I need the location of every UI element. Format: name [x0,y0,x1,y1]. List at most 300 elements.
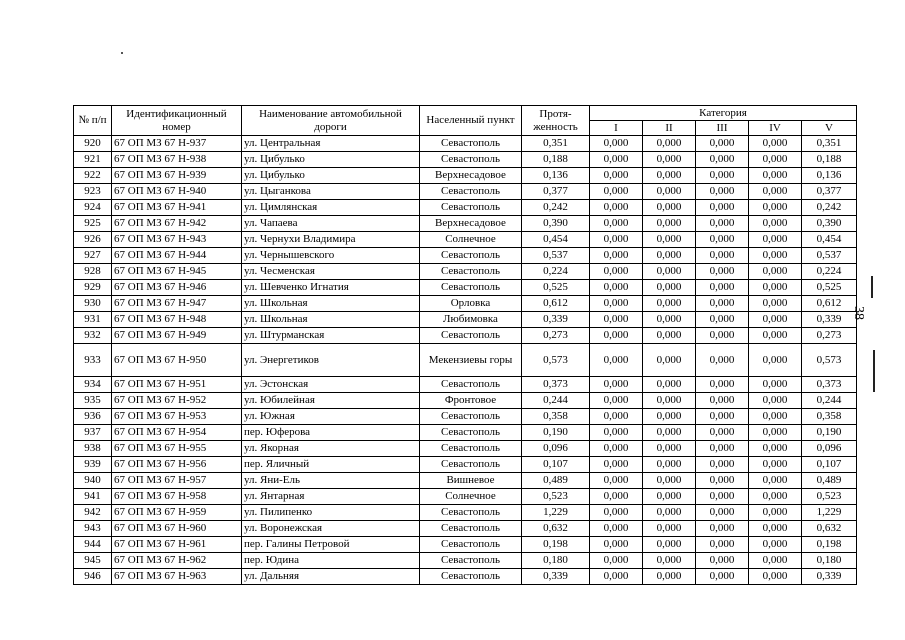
settlement: Севастополь [420,553,522,569]
category-3-length: 0,000 [696,569,749,585]
table-row [74,248,857,264]
category-1-length: 0,000 [590,441,643,457]
category-5-length: 0,273 [802,328,857,344]
category-2-length: 0,000 [643,296,696,312]
table-row [74,200,857,216]
row-number: 939 [74,457,112,473]
roads-table [73,105,857,585]
category-4-length: 0,000 [749,409,802,425]
settlement: Верхнесадовое [420,216,522,232]
header-cat-5: V [802,121,857,136]
category-4-length: 0,000 [749,200,802,216]
table-row [74,280,857,296]
road-id: 67 ОП МЗ 67 Н-948 [112,312,242,328]
category-3-length: 0,000 [696,200,749,216]
row-number: 941 [74,489,112,505]
road-name: ул. Воронежская [242,521,420,537]
category-2-length: 0,000 [643,152,696,168]
category-3-length: 0,000 [696,328,749,344]
row-number: 945 [74,553,112,569]
category-4-length: 0,000 [749,393,802,409]
road-name: ул. Цибулько [242,152,420,168]
category-5-length: 0,373 [802,377,857,393]
category-2-length: 0,000 [643,441,696,457]
header-cat-4: IV [749,121,802,136]
table-row [74,553,857,569]
table-row [74,232,857,248]
road-id: 67 ОП МЗ 67 Н-938 [112,152,242,168]
row-number: 923 [74,184,112,200]
category-5-length: 0,242 [802,200,857,216]
settlement: Вишневое [420,473,522,489]
road-id: 67 ОП МЗ 67 Н-941 [112,200,242,216]
settlement: Севастополь [420,200,522,216]
category-4-length: 0,000 [749,441,802,457]
category-2-length: 0,000 [643,168,696,184]
road-name: ул. Эстонская [242,377,420,393]
road-length: 0,242 [522,200,590,216]
settlement: Севастополь [420,264,522,280]
category-1-length: 0,000 [590,521,643,537]
road-length: 0,377 [522,184,590,200]
road-name: ул. Центральная [242,136,420,152]
settlement: Севастополь [420,136,522,152]
road-length: 0,390 [522,216,590,232]
settlement: Севастополь [420,457,522,473]
table-row [74,344,857,377]
category-2-length: 0,000 [643,248,696,264]
settlement: Севастополь [420,409,522,425]
row-number: 937 [74,425,112,441]
road-length: 0,537 [522,248,590,264]
category-1-length: 0,000 [590,553,643,569]
category-2-length: 0,000 [643,521,696,537]
road-length: 0,612 [522,296,590,312]
row-number: 931 [74,312,112,328]
road-length: 1,229 [522,505,590,521]
road-length: 0,525 [522,280,590,296]
category-2-length: 0,000 [643,280,696,296]
settlement: Севастополь [420,377,522,393]
category-3-length: 0,000 [696,489,749,505]
category-2-length: 0,000 [643,457,696,473]
row-number: 942 [74,505,112,521]
road-length: 0,351 [522,136,590,152]
row-number: 930 [74,296,112,312]
road-length: 0,136 [522,168,590,184]
road-length: 0,339 [522,569,590,585]
row-number: 921 [74,152,112,168]
road-id: 67 ОП МЗ 67 Н-951 [112,377,242,393]
road-id: 67 ОП МЗ 67 Н-961 [112,537,242,553]
row-number: 929 [74,280,112,296]
row-number: 940 [74,473,112,489]
category-1-length: 0,000 [590,152,643,168]
road-name: пер. Галины Петровой [242,537,420,553]
category-2-length: 0,000 [643,312,696,328]
road-name: ул. Цимлянская [242,200,420,216]
category-2-length: 0,000 [643,505,696,521]
settlement: Севастополь [420,184,522,200]
category-1-length: 0,000 [590,232,643,248]
settlement: Севастополь [420,569,522,585]
margin-mark [873,350,875,392]
road-name: ул. Пилипенко [242,505,420,521]
road-id: 67 ОП МЗ 67 Н-939 [112,168,242,184]
category-3-length: 0,000 [696,248,749,264]
category-1-length: 0,000 [590,296,643,312]
road-id: 67 ОП МЗ 67 Н-958 [112,489,242,505]
road-name: ул. Южная [242,409,420,425]
row-number: 943 [74,521,112,537]
header-id: Идентификационный номер [112,106,242,136]
category-5-length: 0,525 [802,280,857,296]
header-cat-1: I [590,121,643,136]
road-id: 67 ОП МЗ 67 Н-947 [112,296,242,312]
category-2-length: 0,000 [643,216,696,232]
category-4-length: 0,000 [749,537,802,553]
road-id: 67 ОП МЗ 67 Н-963 [112,569,242,585]
road-length: 0,198 [522,537,590,553]
header-place: Населенный пункт [420,106,522,136]
settlement: Севастополь [420,328,522,344]
category-1-length: 0,000 [590,200,643,216]
road-length: 0,190 [522,425,590,441]
road-length: 0,373 [522,377,590,393]
settlement: Севастополь [420,537,522,553]
category-2-length: 0,000 [643,489,696,505]
category-4-length: 0,000 [749,505,802,521]
category-5-length: 0,190 [802,425,857,441]
category-3-length: 0,000 [696,409,749,425]
road-name: ул. Янтарная [242,489,420,505]
category-1-length: 0,000 [590,344,643,377]
header-cat-3: III [696,121,749,136]
category-2-length: 0,000 [643,136,696,152]
settlement: Орловка [420,296,522,312]
page-number: 38 [851,306,866,320]
road-id: 67 ОП МЗ 67 Н-957 [112,473,242,489]
category-3-length: 0,000 [696,505,749,521]
road-id: 67 ОП МЗ 67 Н-946 [112,280,242,296]
table-row [74,489,857,505]
road-name: ул. Цыганкова [242,184,420,200]
margin-mark [871,276,873,298]
category-3-length: 0,000 [696,377,749,393]
road-length: 0,180 [522,553,590,569]
row-number: 924 [74,200,112,216]
category-3-length: 0,000 [696,296,749,312]
road-name: ул. Юбилейная [242,393,420,409]
category-4-length: 0,000 [749,473,802,489]
road-id: 67 ОП МЗ 67 Н-955 [112,441,242,457]
table-row [74,457,857,473]
road-name: ул. Чесменская [242,264,420,280]
category-4-length: 0,000 [749,280,802,296]
category-2-length: 0,000 [643,425,696,441]
road-id: 67 ОП МЗ 67 Н-943 [112,232,242,248]
header-length: Протя-женность [522,106,590,136]
row-number: 944 [74,537,112,553]
category-4-length: 0,000 [749,328,802,344]
header-num: № п/п [74,106,112,136]
road-name: пер. Юферова [242,425,420,441]
category-4-length: 0,000 [749,248,802,264]
road-name: ул. Якорная [242,441,420,457]
category-4-length: 0,000 [749,344,802,377]
road-name: пер. Юдина [242,553,420,569]
category-4-length: 0,000 [749,553,802,569]
road-length: 0,523 [522,489,590,505]
road-id: 67 ОП МЗ 67 Н-956 [112,457,242,473]
category-1-length: 0,000 [590,168,643,184]
road-name: ул. Штурманская [242,328,420,344]
settlement: Севастополь [420,152,522,168]
table-body [74,136,857,585]
road-length: 0,573 [522,344,590,377]
category-4-length: 0,000 [749,489,802,505]
category-2-length: 0,000 [643,569,696,585]
table-row [74,264,857,280]
category-5-length: 0,180 [802,553,857,569]
settlement: Севастополь [420,280,522,296]
settlement: Севастополь [420,505,522,521]
category-5-length: 0,224 [802,264,857,280]
settlement: Солнечное [420,232,522,248]
settlement: Фронтовое [420,393,522,409]
road-length: 0,339 [522,312,590,328]
category-3-length: 0,000 [696,152,749,168]
category-5-length: 1,229 [802,505,857,521]
category-4-length: 0,000 [749,296,802,312]
settlement: Мекензиевы горы [420,344,522,377]
category-3-length: 0,000 [696,473,749,489]
road-id: 67 ОП МЗ 67 Н-940 [112,184,242,200]
road-length: 0,489 [522,473,590,489]
category-3-length: 0,000 [696,312,749,328]
category-5-length: 0,454 [802,232,857,248]
row-number: 926 [74,232,112,248]
category-5-length: 0,573 [802,344,857,377]
header-name: Наименование автомобильной дороги [242,106,420,136]
category-3-length: 0,000 [696,264,749,280]
table-row [74,409,857,425]
row-number: 928 [74,264,112,280]
header-category: Категория [590,106,857,121]
category-2-length: 0,000 [643,232,696,248]
road-length: 0,188 [522,152,590,168]
road-name: ул. Шевченко Игнатия [242,280,420,296]
category-1-length: 0,000 [590,537,643,553]
category-1-length: 0,000 [590,377,643,393]
road-length: 0,358 [522,409,590,425]
road-name: ул. Яни-Ель [242,473,420,489]
category-1-length: 0,000 [590,136,643,152]
category-4-length: 0,000 [749,521,802,537]
settlement: Севастополь [420,248,522,264]
table-row [74,569,857,585]
table-row [74,537,857,553]
road-length: 0,244 [522,393,590,409]
table-row [74,473,857,489]
category-5-length: 0,188 [802,152,857,168]
category-5-length: 0,107 [802,457,857,473]
road-id: 67 ОП МЗ 67 Н-949 [112,328,242,344]
row-number: 936 [74,409,112,425]
road-name: ул. Дальняя [242,569,420,585]
category-1-length: 0,000 [590,264,643,280]
row-number: 927 [74,248,112,264]
category-2-length: 0,000 [643,553,696,569]
category-3-length: 0,000 [696,521,749,537]
row-number: 933 [74,344,112,377]
road-id: 67 ОП МЗ 67 Н-942 [112,216,242,232]
category-4-length: 0,000 [749,264,802,280]
category-4-length: 0,000 [749,457,802,473]
category-4-length: 0,000 [749,184,802,200]
category-1-length: 0,000 [590,248,643,264]
category-4-length: 0,000 [749,232,802,248]
row-number: 920 [74,136,112,152]
road-id: 67 ОП МЗ 67 Н-944 [112,248,242,264]
category-4-length: 0,000 [749,152,802,168]
table-row [74,521,857,537]
category-5-length: 0,390 [802,216,857,232]
category-2-length: 0,000 [643,473,696,489]
road-id: 67 ОП МЗ 67 Н-960 [112,521,242,537]
category-3-length: 0,000 [696,553,749,569]
category-2-length: 0,000 [643,377,696,393]
category-3-length: 0,000 [696,425,749,441]
category-5-length: 0,489 [802,473,857,489]
category-3-length: 0,000 [696,216,749,232]
row-number: 932 [74,328,112,344]
table-header [74,106,857,136]
road-length: 0,096 [522,441,590,457]
table-row [74,184,857,200]
category-2-length: 0,000 [643,264,696,280]
category-1-length: 0,000 [590,409,643,425]
road-name: ул. Школьная [242,296,420,312]
category-2-length: 0,000 [643,344,696,377]
category-5-length: 0,136 [802,168,857,184]
category-1-length: 0,000 [590,473,643,489]
category-5-length: 0,339 [802,569,857,585]
category-4-length: 0,000 [749,425,802,441]
category-1-length: 0,000 [590,505,643,521]
road-name: ул. Школьная [242,312,420,328]
settlement: Верхнесадовое [420,168,522,184]
category-1-length: 0,000 [590,425,643,441]
road-id: 67 ОП МЗ 67 Н-950 [112,344,242,377]
settlement: Севастополь [420,521,522,537]
road-id: 67 ОП МЗ 67 Н-962 [112,553,242,569]
road-length: 0,454 [522,232,590,248]
category-5-length: 0,632 [802,521,857,537]
category-3-length: 0,000 [696,136,749,152]
category-4-length: 0,000 [749,377,802,393]
row-number: 938 [74,441,112,457]
road-name: ул. Чернышевского [242,248,420,264]
settlement: Севастополь [420,425,522,441]
category-2-length: 0,000 [643,200,696,216]
road-id: 67 ОП МЗ 67 Н-954 [112,425,242,441]
category-5-length: 0,096 [802,441,857,457]
category-3-length: 0,000 [696,537,749,553]
road-name: ул. Цибулько [242,168,420,184]
road-id: 67 ОП МЗ 67 Н-953 [112,409,242,425]
category-2-length: 0,000 [643,537,696,553]
category-4-length: 0,000 [749,136,802,152]
settlement: Любимовка [420,312,522,328]
category-1-length: 0,000 [590,312,643,328]
settlement: Севастополь [420,441,522,457]
table-row [74,393,857,409]
category-3-length: 0,000 [696,184,749,200]
category-1-length: 0,000 [590,216,643,232]
category-3-length: 0,000 [696,168,749,184]
table-row [74,296,857,312]
category-3-length: 0,000 [696,344,749,377]
header-cat-2: II [643,121,696,136]
category-4-length: 0,000 [749,168,802,184]
road-name: ул. Чернухи Владимира [242,232,420,248]
category-3-length: 0,000 [696,232,749,248]
road-length: 0,632 [522,521,590,537]
category-5-length: 0,198 [802,537,857,553]
category-4-length: 0,000 [749,569,802,585]
road-name: ул. Чапаева [242,216,420,232]
road-length: 0,107 [522,457,590,473]
row-number: 922 [74,168,112,184]
category-1-length: 0,000 [590,457,643,473]
row-number: 925 [74,216,112,232]
row-number: 935 [74,393,112,409]
table-row [74,312,857,328]
row-number: 934 [74,377,112,393]
category-5-length: 0,244 [802,393,857,409]
category-2-length: 0,000 [643,184,696,200]
category-5-length: 0,523 [802,489,857,505]
road-id: 67 ОП МЗ 67 Н-937 [112,136,242,152]
table-row [74,216,857,232]
category-3-length: 0,000 [696,441,749,457]
category-2-length: 0,000 [643,328,696,344]
category-5-length: 0,358 [802,409,857,425]
category-2-length: 0,000 [643,409,696,425]
category-2-length: 0,000 [643,393,696,409]
table-row [74,425,857,441]
table-row [74,152,857,168]
scan-speck [121,52,123,54]
category-4-length: 0,000 [749,216,802,232]
category-1-length: 0,000 [590,328,643,344]
category-5-length: 0,351 [802,136,857,152]
table-row [74,328,857,344]
category-1-length: 0,000 [590,393,643,409]
road-length: 0,273 [522,328,590,344]
category-1-length: 0,000 [590,489,643,505]
category-5-length: 0,377 [802,184,857,200]
table-row [74,168,857,184]
road-name: ул. Энергетиков [242,344,420,377]
category-3-length: 0,000 [696,393,749,409]
table-row [74,377,857,393]
category-4-length: 0,000 [749,312,802,328]
road-length: 0,224 [522,264,590,280]
road-name: пер. Яличный [242,457,420,473]
table-row [74,441,857,457]
